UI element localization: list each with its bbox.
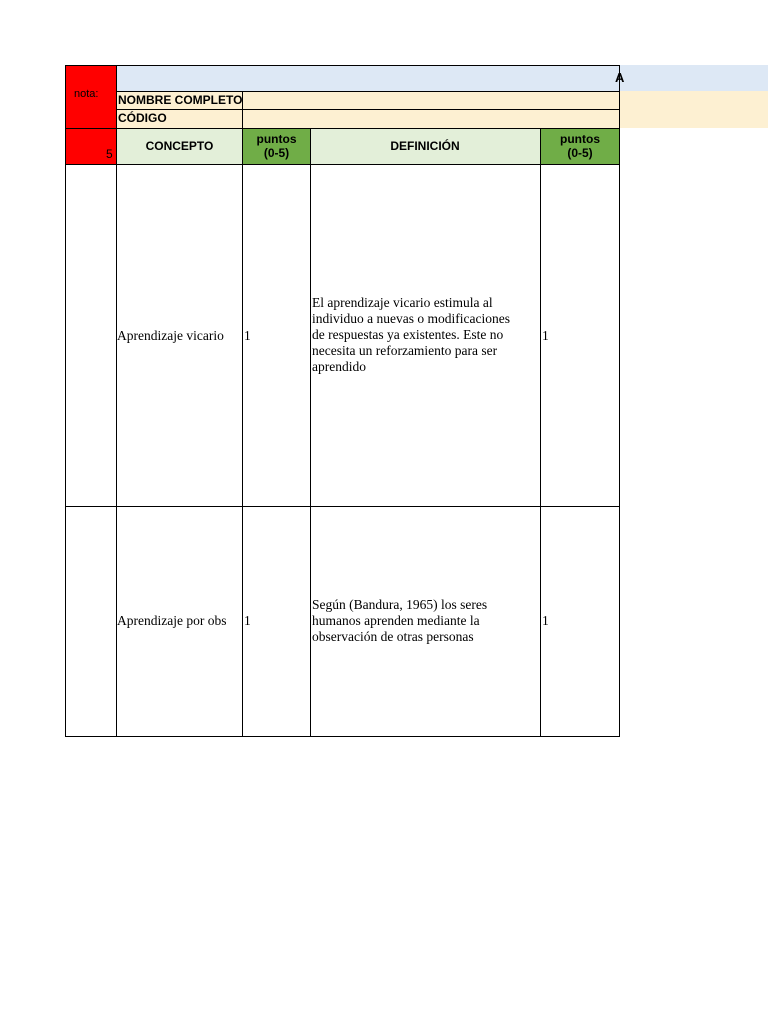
- row1-puntos1[interactable]: 1: [244, 328, 251, 343]
- score-value: 5: [106, 147, 113, 161]
- puntos2-header-line1: puntos: [560, 132, 600, 146]
- row2-definicion-line: humanos aprenden mediante la: [312, 613, 480, 628]
- row2-definicion-line: Según (Bandura, 1965) los seres: [312, 597, 488, 612]
- row2-definicion: [312, 597, 540, 645]
- definicion-header: DEFINICIÓN: [390, 139, 460, 153]
- row1-definicion-line: El aprendizaje vicario estimula al: [312, 295, 493, 310]
- row1-definicion-line: aprendido: [312, 359, 366, 374]
- row2-definicion-line: observación de otras personas: [312, 629, 474, 644]
- puntos1-header-line2: (0-5): [263, 146, 290, 160]
- concepto-header: CONCEPTO: [145, 139, 214, 153]
- row2-concepto: Aprendizaje por obs: [117, 613, 227, 628]
- puntos1-header-line1: puntos: [256, 132, 297, 146]
- row2-puntos1[interactable]: 1: [244, 613, 251, 628]
- title-bar: [116, 65, 768, 91]
- row1-concepto: Aprendizaje vicario: [117, 328, 224, 343]
- puntos2-header: [540, 128, 620, 164]
- row1-puntos2[interactable]: 1: [542, 328, 549, 343]
- puntos2-header-line2: (0-5): [567, 146, 593, 160]
- nombre-label: NOMBRE COMPLETO: [118, 93, 243, 107]
- nombre-input[interactable]: [244, 92, 618, 108]
- codigo-input[interactable]: [244, 110, 618, 127]
- row1-definicion-line: de respuestas ya existentes. Este no: [312, 327, 504, 342]
- puntos1-header: [243, 128, 310, 164]
- nota-label: nota:: [74, 88, 99, 100]
- title-fragment: A: [615, 70, 625, 85]
- row1-definicion: [312, 295, 540, 375]
- row2-puntos2[interactable]: 1: [542, 613, 549, 628]
- row1-definicion-line: necesita un reforzamiento para ser: [312, 343, 498, 358]
- codigo-label: CÓDIGO: [118, 111, 167, 125]
- row1-definicion-line: individuo a nuevas o modificaciones: [312, 311, 510, 326]
